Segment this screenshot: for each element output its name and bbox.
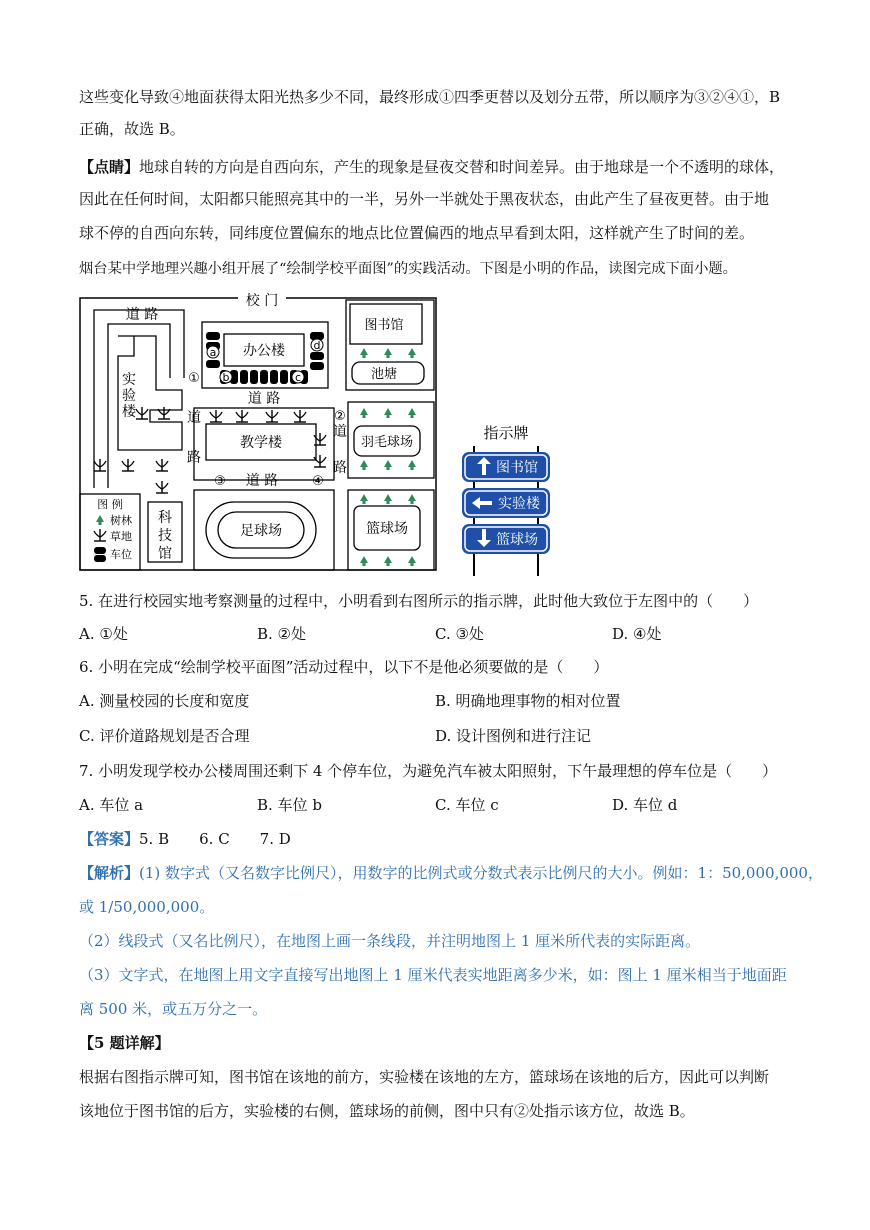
dianjing-line3: 球不停的自西向东转，同纬度位置偏东的地点比位置偏西的地点早看到太阳，这样就产生了时间的差。 (79, 224, 755, 242)
road-mid-label: 道 路 (247, 391, 281, 407)
sign-lab-label: 实验楼 (498, 496, 540, 512)
legend-parking: 车位 (110, 548, 132, 561)
road-v2-0: 道 (333, 424, 347, 440)
analysis-line2: 或 1/50,000,000。 (79, 898, 215, 916)
road-top-label: 道 路 (125, 307, 159, 323)
parking-d: d (313, 339, 321, 352)
q7-stem: 7. 小明发现学校办公楼周围还剩下 4 个停车位，为避免汽车被太阳照射，下午最理想的停车位是（ ） (79, 762, 778, 780)
football-label: 足球场 (240, 523, 282, 539)
teaching-label: 教学楼 (240, 435, 282, 451)
office-label: 办公楼 (243, 343, 285, 359)
marker-3: ③ (214, 474, 226, 489)
parking-b: b (222, 371, 230, 384)
marker-4: ④ (312, 474, 324, 489)
road-v1-0: 道 (187, 410, 201, 426)
road-v2-1: 路 (333, 460, 347, 476)
badminton-label: 羽毛球场 (360, 435, 414, 450)
q6-option-a: A. 测量校园的长度和宽度 (79, 692, 250, 710)
q5-stem: 5. 在进行校园实地考察测量的过程中，小明看到右图所示的指示牌，此时他大致位于左图中的（ ） (79, 592, 759, 610)
basketball-label: 篮球场 (366, 521, 408, 537)
q5-option-c: C. ③处 (435, 625, 484, 643)
para1-line2: 正确，故选 B。 (79, 120, 185, 138)
q7-option-a: A. 车位 a (79, 796, 144, 814)
analysis-text1: (1) 数字式（又名数字比例尺），用数字的比例式或分数式表示比例尺的大小。例如：1：50,000,000， (139, 864, 823, 882)
school-map (78, 290, 440, 574)
parking-a: a (209, 346, 217, 359)
analysis-tag: 【解析】 (79, 864, 140, 882)
sign-title: 指示牌 (483, 424, 529, 442)
para1-line1: 这些变化导致④地面获得太阳光热多少不同，最终形成①四季更替以及划分五带，所以顺序为③②④①，B (79, 88, 781, 106)
q7-option-d: D. 车位 d (612, 796, 678, 814)
legend-forest: 树林 (110, 514, 132, 527)
q5-option-b: B. ②处 (257, 625, 307, 643)
dianjing-line2: 因此在任何时间，太阳都只能照亮其中的一半，另外一半就处于黑夜状态，由此产生了昼夜更替。由于地 (79, 190, 770, 208)
lab-char-0: 实 (122, 372, 136, 388)
answer-text: 5. B 6. C 7. D (139, 830, 291, 848)
road-low-label: 道 路 (245, 473, 279, 489)
q6-stem: 6. 小明在完成“绘制学校平面图”活动过程中，以下不是他必须要做的是（ ） (79, 658, 609, 676)
pond-label: 池塘 (370, 367, 398, 382)
parking-c: c (294, 371, 302, 384)
road-v1-1: 路 (187, 450, 201, 466)
q5-option-d: D. ④处 (612, 625, 662, 643)
sign-library-label: 图书馆 (496, 460, 538, 476)
analysis-line4: （3）文字式，在地图上用文字直接写出地图上 1 厘米代表实地距离多少米，如：图上 1 厘米相当于地面距 (79, 966, 787, 984)
q7-option-b: B. 车位 b (257, 796, 322, 814)
q5-option-a: A. ①处 (79, 625, 128, 643)
legend-grass: 草地 (110, 530, 132, 543)
answer-tag: 【答案】 (79, 830, 140, 848)
sign-board (456, 420, 556, 578)
sign-basketball-label: 篮球场 (496, 532, 538, 548)
analysis-line5: 离 500 米，或五万分之一。 (79, 1000, 268, 1018)
intro-text: 烟台某中学地理兴趣小组开展了“绘制学校平面图”的实践活动。下图是小明的作品，读图完成下面小题。 (79, 261, 737, 277)
marker-1: ① (188, 371, 200, 386)
answer-line (79, 828, 291, 850)
science-char-0: 科 (158, 510, 172, 526)
library-label: 图书馆 (364, 318, 404, 333)
marker-2: ② (334, 409, 346, 424)
q6-option-c: C. 评价道路规划是否合理 (79, 727, 250, 745)
analysis-line3: （2）线段式（又名比例尺），在地图上画一条线段，并注明地图上 1 厘米所代表的实际距离。 (79, 932, 701, 950)
dianjing-tag: 【点睛】 (79, 158, 140, 176)
q6-option-d: D. 设计图例和进行注记 (435, 727, 592, 745)
q6-option-b: B. 明确地理事物的相对位置 (435, 692, 621, 710)
detail-line1: 根据右图指示牌可知，图书馆在该地的前方，实验楼在该地的左方，篮球场在该地的后方，因此可以判断 (79, 1068, 770, 1086)
gate-label: 校 门 (245, 293, 279, 309)
detail-line2: 该地位于图书馆的后方，实验楼的右侧，篮球场的前侧，图中只有②处指示该方位，故选 B。 (79, 1102, 695, 1120)
science-char-1: 技 (158, 528, 172, 544)
dianjing-text1: 地球自转的方向是自西向东，产生的现象是昼夜交替和时间差异。由于地球是一个不透明的球体， (139, 158, 785, 176)
science-char-2: 馆 (158, 546, 172, 562)
analysis-line1 (79, 862, 823, 884)
q7-option-c: C. 车位 c (435, 796, 499, 814)
lab-char-2: 楼 (122, 404, 136, 420)
legend-title: 图 例 (97, 498, 123, 511)
dianjing-line1 (79, 156, 784, 178)
detail-tag: 【5 题详解】 (79, 1034, 170, 1052)
lab-char-1: 验 (122, 388, 136, 404)
